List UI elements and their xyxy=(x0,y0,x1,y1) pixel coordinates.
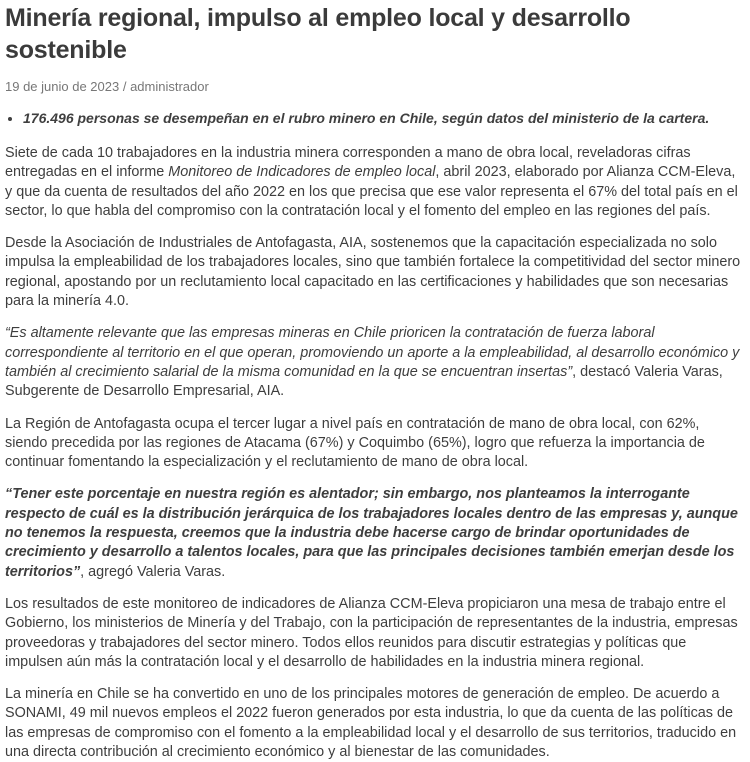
paragraph-1 xyxy=(5,144,744,221)
post-author-link[interactable]: administrador xyxy=(130,79,209,94)
article-title: Minería regional, impulso al empleo local y desarrollo sostenible xyxy=(5,4,631,64)
quote-1-attribution: , destacó Valeria Varas, Subgerente de Desarrollo Empresarial, AIA. xyxy=(5,363,723,400)
post-meta xyxy=(5,79,744,95)
meta-separator: / xyxy=(119,79,131,94)
paragraph-5 xyxy=(5,485,744,581)
paragraph-7: La minería en Chile se ha convertido en uno de los principales motores de generación de empleo. De acuerdo a SONAMI, 49 mil nuevos empleos el 2022 fueron generados por esta industria, lo que da cuenta de las políticas de las empresas de compromiso con el fomento a la empleabilidad local y el desarrollo de sus territorios, traducido en una directa contribución al crecimiento económico y al bienestar de las comunidades. xyxy=(5,686,737,761)
quote-2: “Tener este porcentaje en nuestra región es alentador; sin embargo, nos planteamos la interrogante respecto de cuál es la distribución jerárquica de los trabajadores locales dentro de las empresas y, aunque no tenemos la respuesta, creemos que la industria debe hacerse cargo de brindar oportunidades de crecimiento y desarrollo a talentos locales, para que las principales decisiones también emerjan desde los territorios” xyxy=(5,486,738,580)
paragraph-1-end: , abril 2023, elaborado por Alianza CCM-Eleva, y que da cuenta de resultados del año 2022 en los que precisa que ese valor representa el 67% del total país en el sector, lo que habla del compromiso con la contratación local y el fomento del empleo en las regiones del país. xyxy=(5,164,738,219)
paragraph-3 xyxy=(5,324,744,401)
highlights-list xyxy=(5,109,744,128)
highlight-item: • 176.496 personas se desempeñan en el rubro minero en Chile, según datos del ministerio de la cartera. xyxy=(23,109,744,128)
quote-1: “Es altamente relevante que las empresas mineras en Chile prioricen la contratación de fuerza laboral correspondiente al territorio en el que operan, promoviendo un aporte a la empleabilidad, al desarrollo económico y también al crecimiento salarial de la misma comunidad en la que se encuentran insertas” xyxy=(5,325,740,380)
post-date-link[interactable]: 19 de junio de 2023 xyxy=(5,79,120,94)
paragraph-2: Desde la Asociación de Industriales de Antofagasta, AIA, sostenemos que la capacitación especializada no solo impulsa la empleabilidad de los trabajadores locales, sino que también fortalece la competitividad del sector minero regional, apostando por un reclutamiento local capacitado en las certificaciones y habilidades que son necesarias para la minería 4.0. xyxy=(5,235,741,310)
report-name: Monitoreo de Indicadores de empleo local xyxy=(168,164,436,181)
quote-2-attribution: , agregó Valeria Varas. xyxy=(80,563,226,580)
paragraph-4: La Región de Antofagasta ocupa el tercer lugar a nivel país en contratación de mano de obra local, con 62%, siendo precedida por las regiones de Atacama (67%) y Coquimbo (65%), logro que refuerza la importancia de continuar fomentando la especialización y el reclutamiento de mano de obra local. xyxy=(5,415,705,471)
paragraph-1-start: Siete de cada 10 trabajadores en la industria minera corresponden a mano de obra local, reveladoras cifras entregadas en el informe xyxy=(5,145,691,181)
paragraph-6: Los resultados de este monitoreo de indicadores de Alianza CCM-Eleva propiciaron una mesa de trabajo entre el Gobierno, los ministerios de Minería y del Trabajo, con la participación de representantes de la industria, empresas proveedoras y trabajadores del sector minero. Todos ellos reunidos para discutir estrategias y políticas que impulsen aún más la contratación local y el desarrollo de habilidades en la industria minera regional. xyxy=(5,595,738,670)
